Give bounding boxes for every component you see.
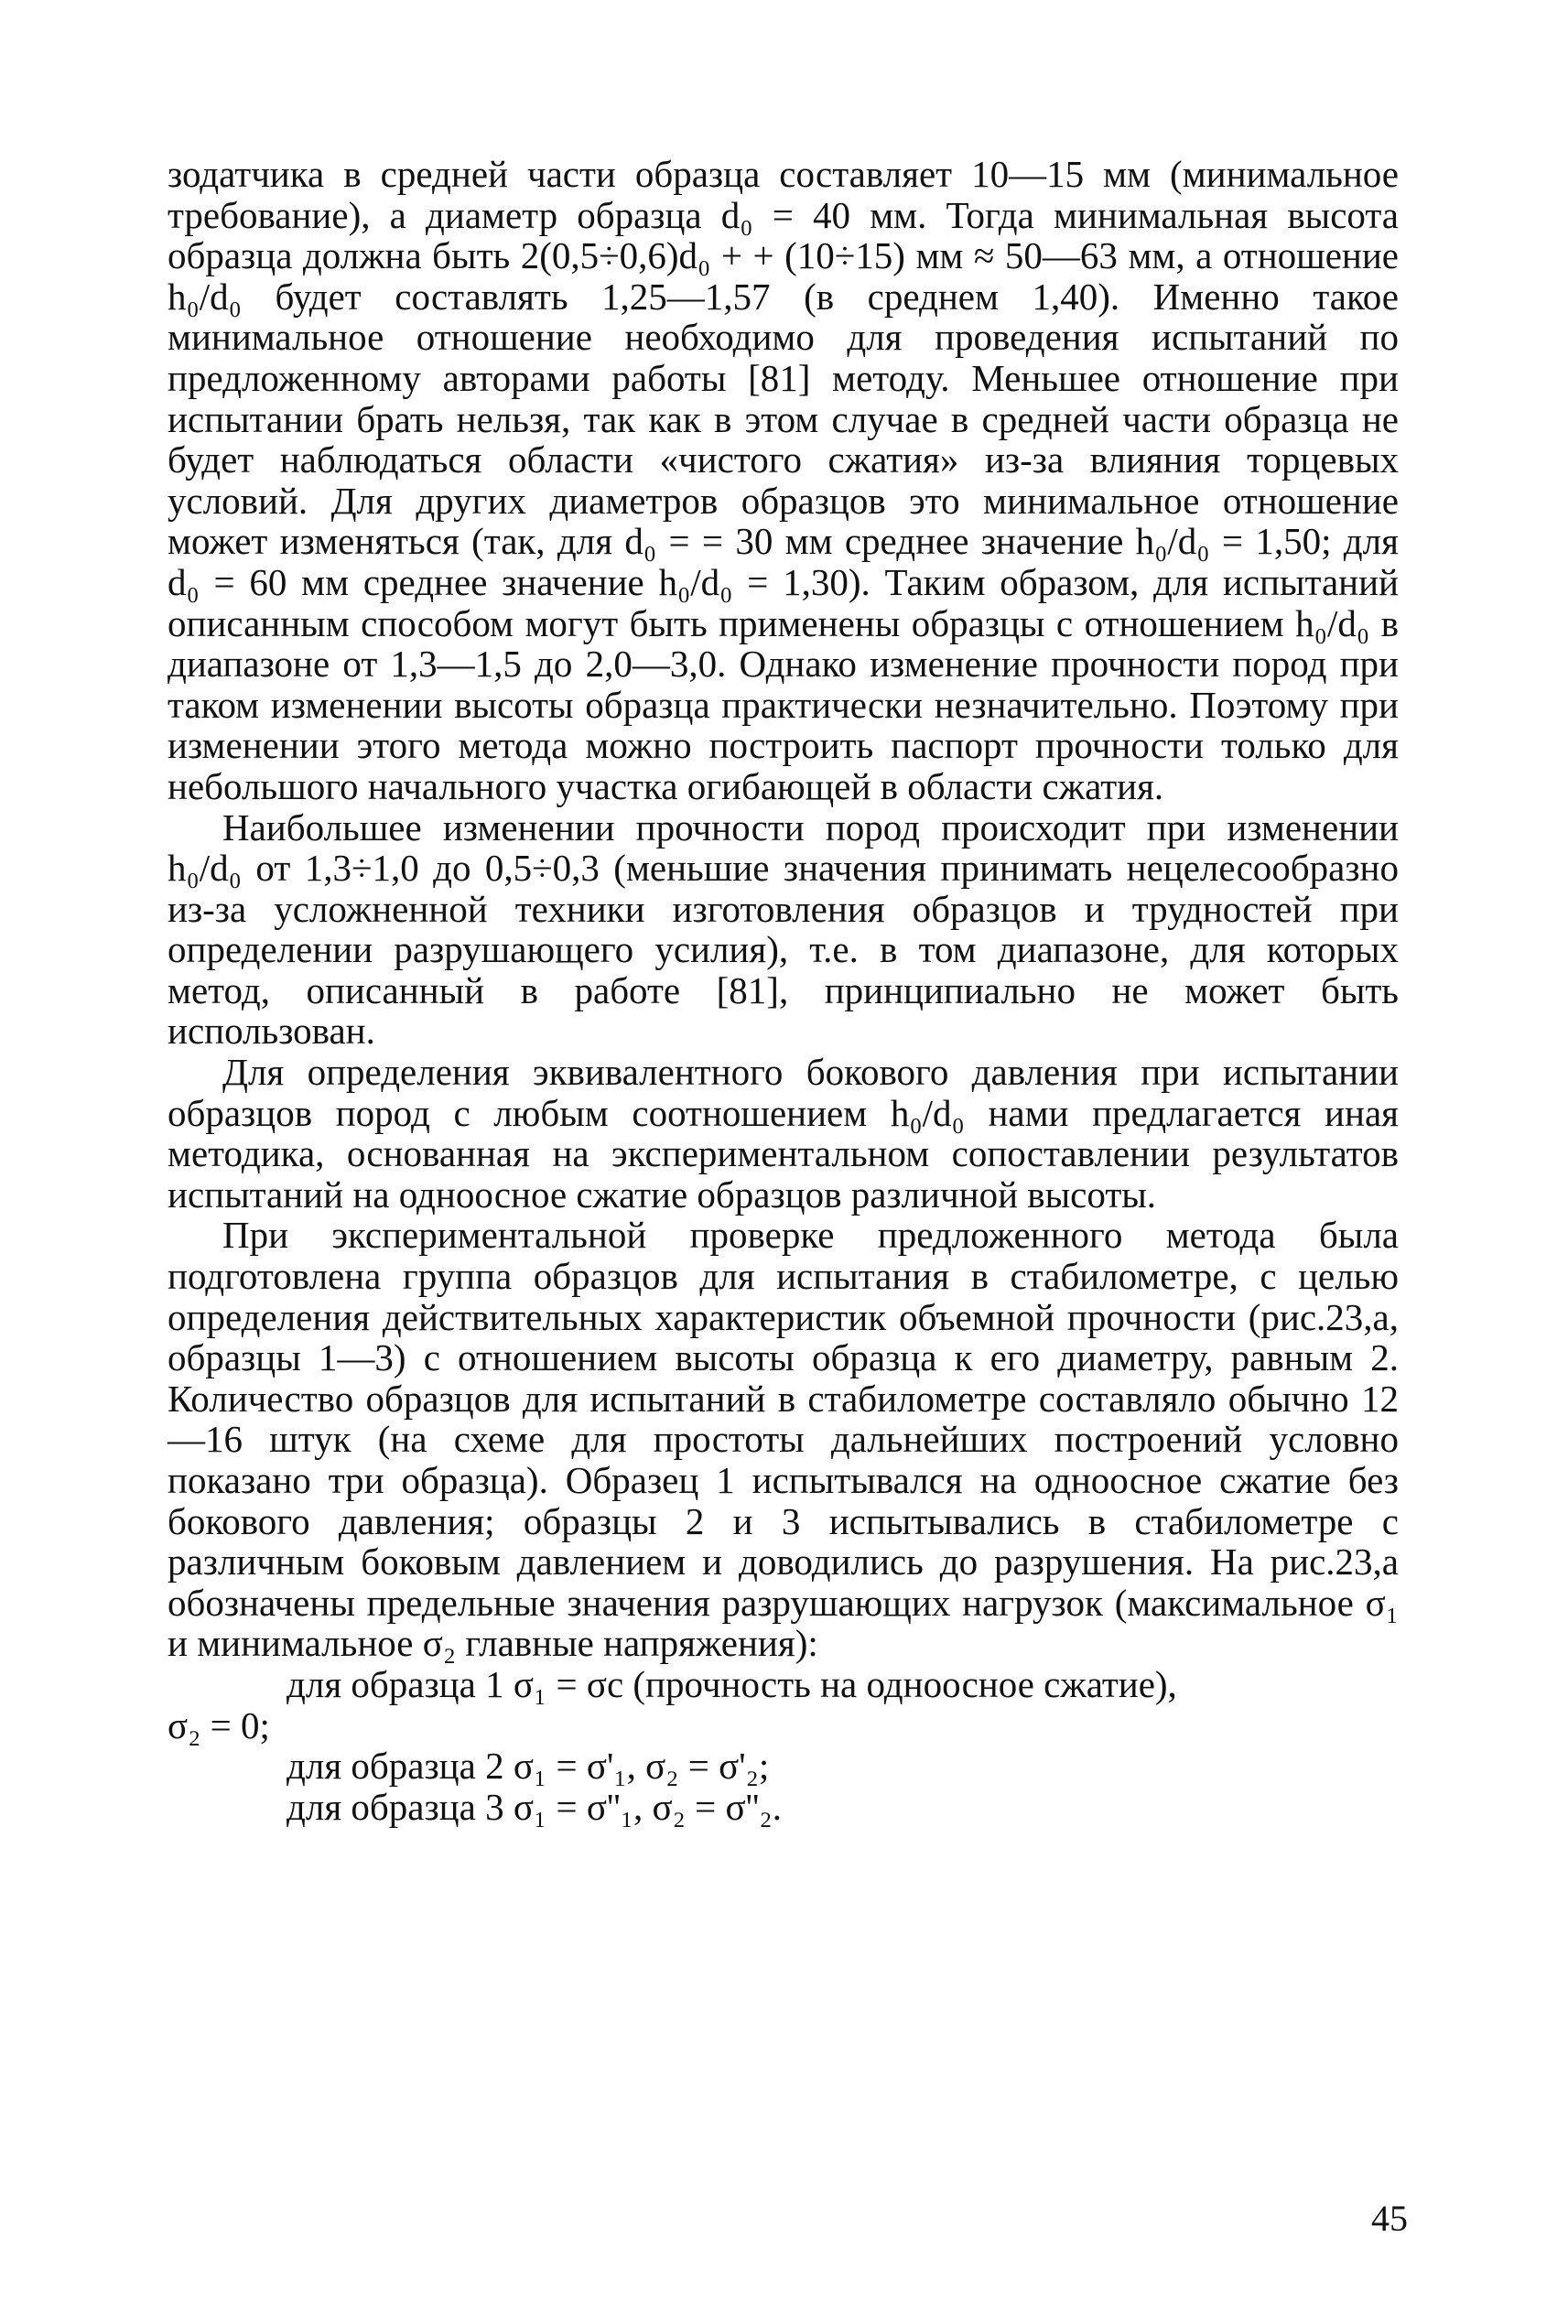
paragraph-2: Наибольшее изменении прочности пород происходит при изменении h₀/d₀ от 1,3÷1,0 до 0,5÷0,3 (меньшие значения принимать нецелесообразно из-за усложненной техники изготовления образцов и трудностей при определении разрушающего усилия), т.е. в том диапазоне, для которых метод, описанный в работе [81], принципиально не может быть использован. xyxy=(168,805,1399,1053)
formula-sample-1: для образца 1 σ₁ = σс (прочность на одноосное сжатие), xyxy=(287,1662,1177,1705)
formula-sample-1-cont: σ₂ = 0; xyxy=(168,1703,270,1746)
formula-sample-2: для образца 2 σ₁ = σ'₁, σ₂ = σ'₂; xyxy=(287,1745,770,1788)
formula-sample-3: для образца 3 σ₁ = σ''₁, σ₂ = σ''₂. xyxy=(287,1785,782,1828)
paragraph-4: При экспериментальной проверке предложенного метода была подготовлена группа образцов для испытания в стабилометре, с целью определения действительных характеристик объемной прочности (рис.23,а, образцы 1—3) с отношением высоты образца к его диаметру, равным 2. Количество образцов для испытаний в стабилометре составляло обычно 12—16 штук (на схеме для простоты дальнейших построений условно показано три образца). Образец 1 испытывался на одноосное сжатие без бокового давления; образцы 2 и 3 испытывались в стабилометре с различным боковым давлением и доводились до разрушения. На рис.23,а обозначены предельные значения разрушающих нагрузок (максимальное σ₁ и минимальное σ₂ главные напряжения): xyxy=(168,1214,1399,1665)
paragraph-1: зодатчика в средней части образца составляет 10—15 мм (минимальное требование), а диаметр образца d₀ = 40 мм. Тогда минимальная высота образца должна быть 2(0,5÷0,6)d₀ + + (10÷15) мм ≈ 50—63 мм, а отношение h₀/d₀ будет составлять 1,25—1,57 (в среднем 1,40). Именно такое минимальное отношение необходимо для проведения испытаний по предложенному авторами работы [81] методу. Меньшее отношение при испытании брать нельзя, так как в этом случае в средней части образца не будет наблюдаться области «чистого сжатия» из-за влияния торцевых условий. Для других диаметров образцов это минимальное отношение может изменяться (так, для d₀ = = 30 мм среднее значение h₀/d₀ = 1,50; для d₀ = 60 мм среднее значение h₀/d₀ = 1,30). Таким образом, для испытаний описанным способом могут быть применены образцы с отношением h₀/d₀ в диапазоне от 1,3—1,5 до 2,0—3,0. Однако изменение прочности пород при таком изменении высоты образца практически незначительно. Поэтому при изменении этого метода можно построить паспорт прочности только для небольшого начального участка огибающей в области сжатия. xyxy=(168,153,1399,807)
page-body xyxy=(168,154,1399,1827)
page-number: 45 xyxy=(1371,2198,1408,2239)
paragraph-3: Для определения эквивалентного бокового давления при испытании образцов пород с любым соотношением h₀/d₀ нами предлагается иная методика, основанная на экспериментальном сопоставлении результатов испытаний на одноосное сжатие образцов различной высоты. xyxy=(168,1051,1399,1216)
